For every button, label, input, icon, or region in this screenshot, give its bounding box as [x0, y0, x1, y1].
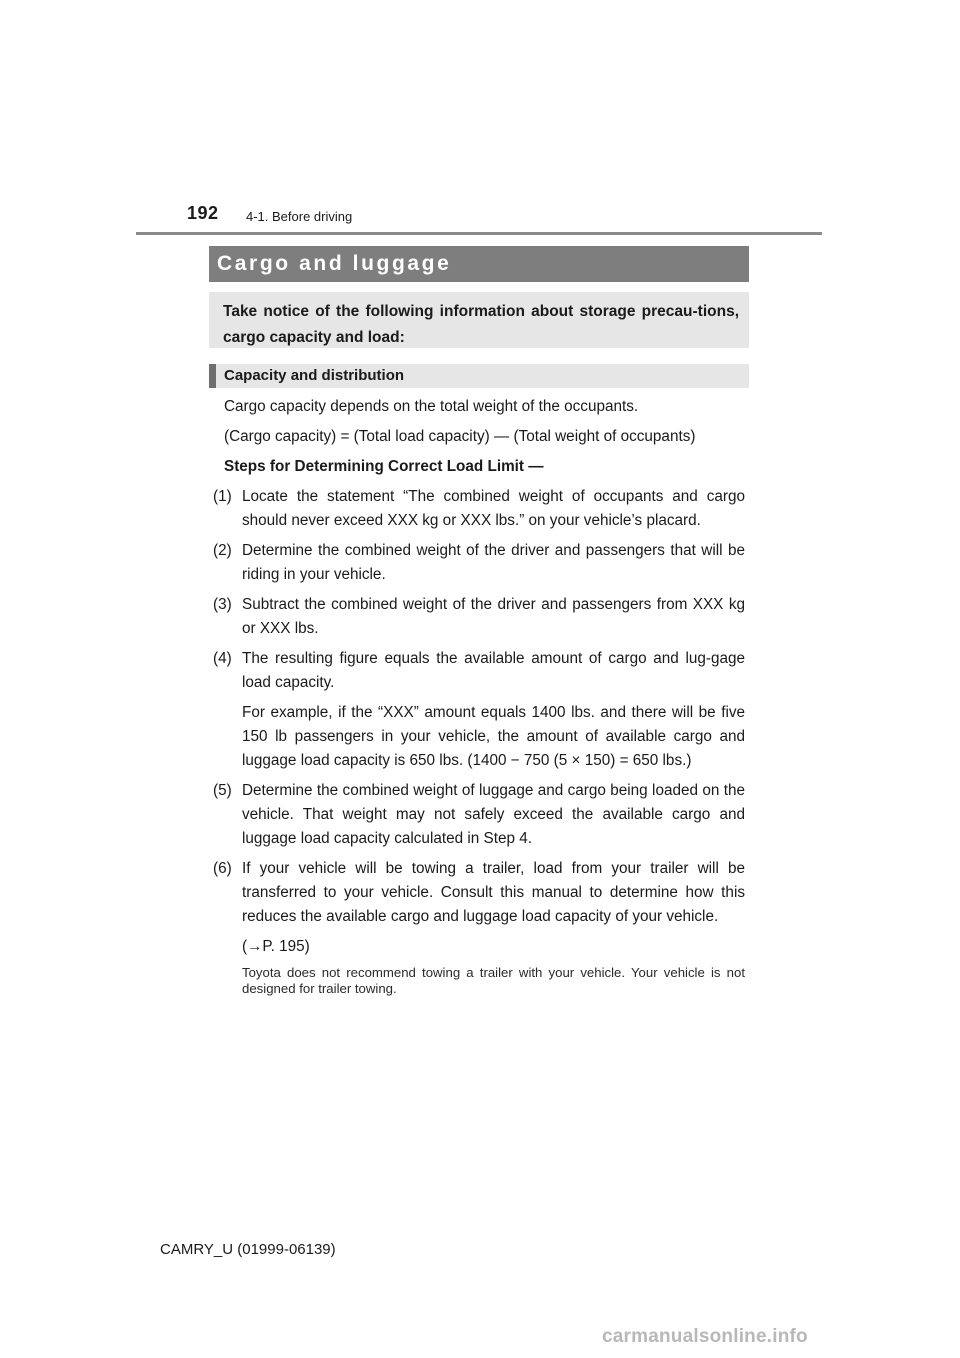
step-text: Determine the combined weight of luggage and cargo being loaded on the vehicle. That weight may not safely exceed the available cargo and luggage load capacity calculated in Step 4.: [242, 782, 745, 847]
step-item: [213, 593, 745, 641]
section-label: 4-1. Before driving: [246, 209, 353, 224]
step-item: [213, 647, 745, 695]
step-number: (4): [213, 650, 232, 667]
header-divider: [136, 232, 822, 235]
intro-formula: (Cargo capacity) = (Total load capacity) — (Total weight of occupants): [224, 428, 696, 445]
intro-line-1: Cargo capacity depends on the total weight of the occupants.: [224, 398, 639, 415]
step-4-example: For example, if the “XXX” amount equals 1400 lbs. and there will be five 150 lb passengers in your vehicle, the amount of available cargo and luggage load capacity is 650 lbs. (1400 − 750 (5 × 150) = 650 lbs.): [242, 704, 745, 769]
towing-note: Toyota does not recommend towing a trailer with your vehicle. Your vehicle is not designed for trailer towing.: [242, 965, 745, 996]
step-text: Subtract the combined weight of the driver and passengers from XXX kg or XXX lbs.: [242, 596, 745, 637]
steps-heading: Steps for Determining Correct Load Limit —: [224, 458, 544, 475]
page-title: Cargo and luggage: [217, 252, 452, 275]
step-number: (1): [213, 488, 232, 505]
page-number: 192: [187, 203, 219, 223]
step-text: Locate the statement “The combined weight of occupants and cargo should never exceed XXX kg or XXX lbs.” on your vehicle’s placard.: [242, 488, 745, 529]
step-item: [213, 539, 745, 587]
content-body: [213, 395, 745, 1003]
step-number: (2): [213, 542, 232, 559]
page-title-bar: [209, 246, 749, 282]
step-text: The resulting figure equals the available amount of cargo and lug-gage load capacity.: [242, 650, 745, 691]
step-number: (6): [213, 860, 232, 877]
step-item: [213, 485, 745, 533]
step-item: [213, 779, 745, 851]
subsection-title: Capacity and distribution: [209, 364, 749, 388]
notice-box: Take notice of the following information about storage precau-tions, cargo capacity and load:: [209, 292, 749, 348]
step-number: (3): [213, 596, 232, 613]
step-item: [213, 857, 745, 929]
step-number: (5): [213, 782, 232, 799]
page-header: [0, 0, 960, 240]
document-code: CAMRY_U (01999-06139): [160, 1241, 336, 1258]
page-reference-link[interactable]: (→P. 195): [242, 938, 310, 955]
step-text: If your vehicle will be towing a trailer, load from your trailer will be transferred to your vehicle. Consult this manual to determine how this reduces the available cargo and luggage load capacity of your vehicle.: [242, 860, 745, 925]
watermark: carmanualsonline.info: [602, 1326, 808, 1347]
step-text: Determine the combined weight of the driver and passengers that will be riding in your vehicle.: [242, 542, 745, 583]
